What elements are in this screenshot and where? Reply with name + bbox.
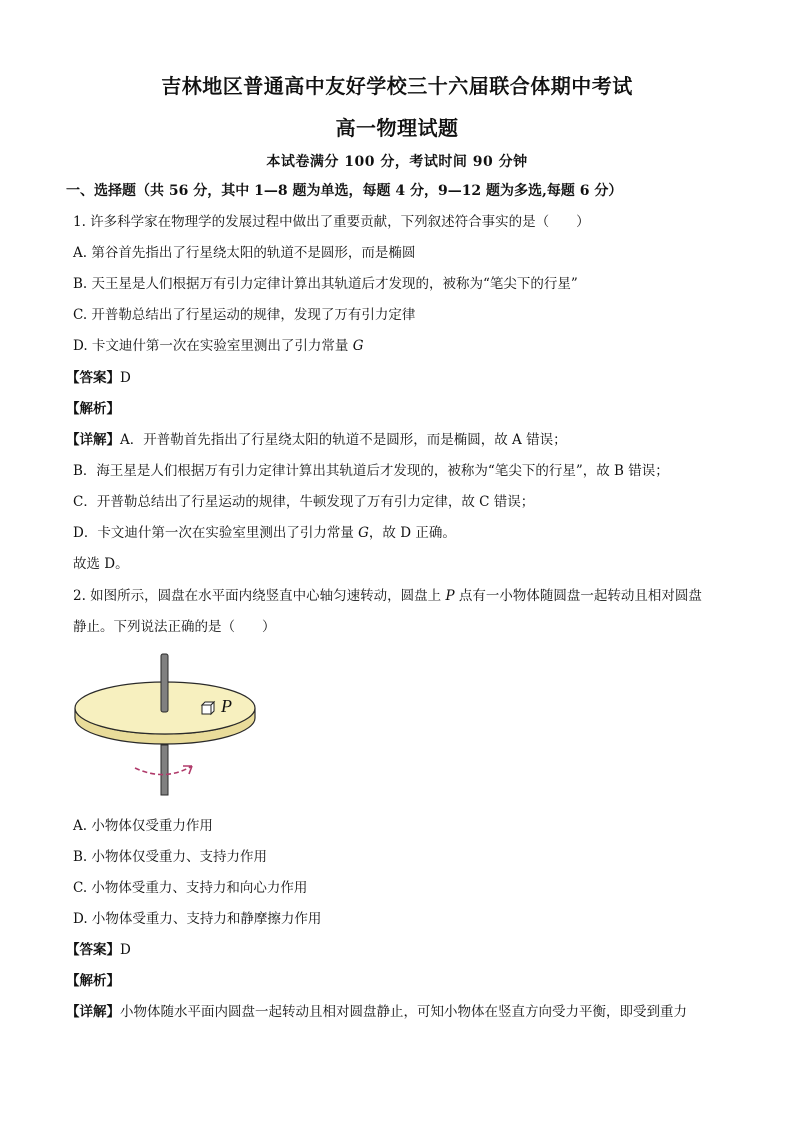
q1-detail-d xyxy=(73,523,723,543)
axle-upper xyxy=(161,654,168,712)
rotating-disk-diagram xyxy=(70,650,260,800)
q2-option-c: C. 小物体受重力、支持力和向心力作用 xyxy=(73,880,308,896)
q1-option-b: B. 天王星是人们根据万有引力定律计算出其轨道后才发现的，被称为“笔尖下的行星” xyxy=(73,276,578,292)
q2-detail xyxy=(66,1002,716,1022)
section-heading: 一、选择题（共 56 分，其中 1—8 题为单选，每题 4 分，9—12 题为多选,每题 6 分） xyxy=(66,183,623,199)
exam-title: 吉林地区普通高中友好学校三十六届联合体期中考试 xyxy=(161,74,633,98)
q2-stem-line2: 静止。下列说法正确的是（ ） xyxy=(73,619,276,635)
q2-option-d: D. 小物体受重力、支持力和静摩擦力作用 xyxy=(73,911,322,927)
q1-option-c: C. 开普勒总结出了行星运动的规律，发现了万有引力定律 xyxy=(73,307,416,323)
q1-option-d-text: D. 卡文迪什第一次在实验室里测出了引力常量 xyxy=(73,338,353,354)
q2-option-a: A. 小物体仅受重力作用 xyxy=(73,818,213,834)
q1-answer xyxy=(66,368,716,388)
detail-d-var: G xyxy=(358,525,369,541)
exam-info: 本试卷满分 100 分，考试时间 90 分钟 xyxy=(266,154,528,170)
detail-d-text: D．卡文迪什第一次在实验室里测出了引力常量 xyxy=(73,525,359,541)
subject-title: 高一物理试题 xyxy=(335,116,459,140)
answer-value: D xyxy=(120,370,131,386)
q1-option-d-var: G xyxy=(352,338,364,354)
axle-lower xyxy=(161,745,168,795)
q1-option-a: A. 第谷首先指出了行星绕太阳的轨道不是圆形，而是椭圆 xyxy=(73,245,416,261)
detail-d-suffix: ，故 D 正确。 xyxy=(368,525,456,541)
q2-stem-line1 xyxy=(73,586,723,606)
q1-detail-b: B．海王星是人们根据万有引力定律计算出其轨道后才发现的，被称为“笔尖下的行星”，故 B 错误； xyxy=(73,463,669,479)
answer-tag: 【答案】 xyxy=(66,942,120,958)
q2-analysis-tag: 【解析】 xyxy=(66,973,120,989)
cube-icon xyxy=(202,702,214,714)
q2-stem-prefix: 2. 如图所示，圆盘在水平面内绕竖直中心轴匀速转动，圆盘上 xyxy=(73,588,446,604)
q2-stem-var: P xyxy=(445,588,455,604)
rotating-disk-figure xyxy=(70,650,260,800)
q1-stem: 1. 许多科学家在物理学的发展过程中做出了重要贡献，下列叙述符合事实的是（ ） xyxy=(73,214,590,230)
detail-tag: 【详解】 xyxy=(66,1004,120,1020)
answer-value: D xyxy=(120,942,131,958)
point-p-label: P xyxy=(221,696,232,716)
q2-answer xyxy=(66,940,716,960)
q1-conclusion: 故选 D。 xyxy=(73,556,129,572)
q1-option-d xyxy=(73,336,723,356)
detail-a-text: A．开普勒首先指出了行星绕太阳的轨道不是圆形，而是椭圆，故 A 错误； xyxy=(120,432,567,448)
q2-stem-suffix: 点有一小物体随圆盘一起转动且相对圆盘 xyxy=(454,588,702,604)
detail-tag: 【详解】 xyxy=(66,432,120,448)
q1-detail-c: C．开普勒总结出了行星运动的规律，牛顿发现了万有引力定律，故 C 错误； xyxy=(73,494,535,510)
answer-tag: 【答案】 xyxy=(66,370,120,386)
q1-analysis-tag: 【解析】 xyxy=(66,401,120,417)
q1-detail-a xyxy=(66,430,716,450)
detail-text: 小物体随水平面内圆盘一起转动且相对圆盘静止，可知小物体在竖直方向受力平衡，即受到重力 xyxy=(120,1004,687,1020)
q2-option-b: B. 小物体仅受重力、支持力作用 xyxy=(73,849,268,865)
